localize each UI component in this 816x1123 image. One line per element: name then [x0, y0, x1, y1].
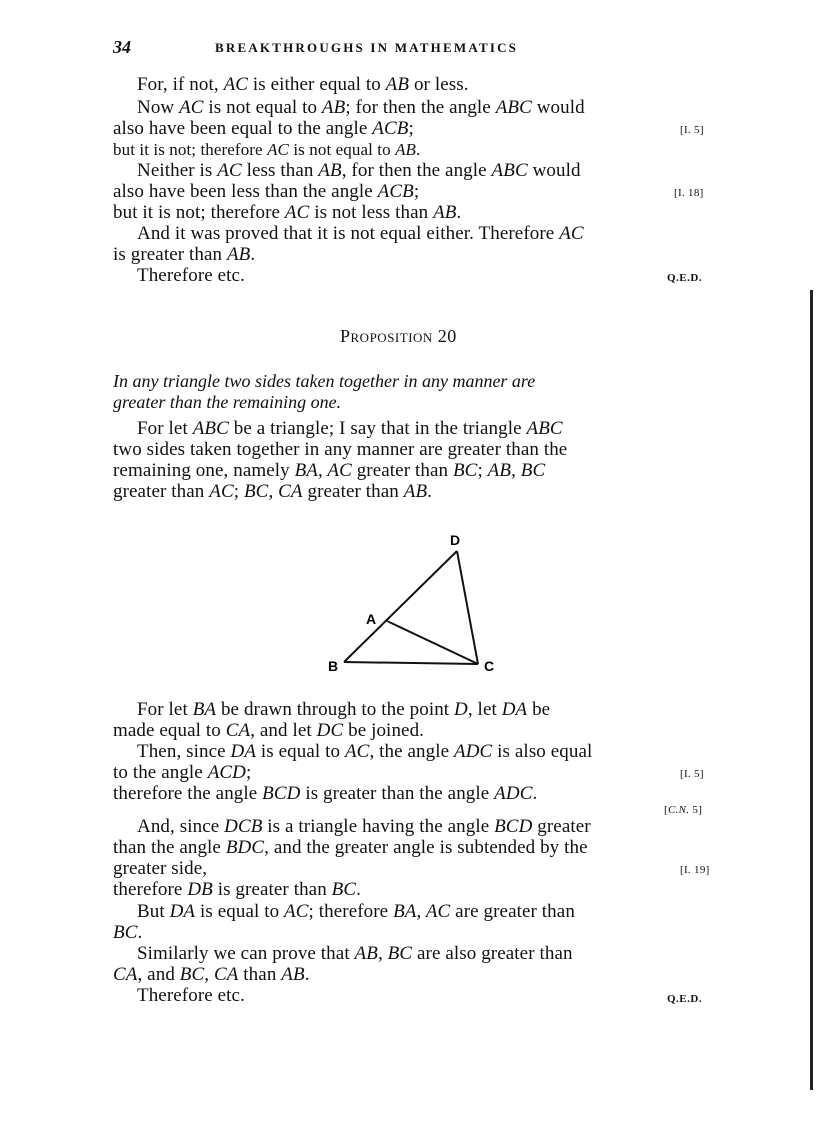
text-line: Now AC is not equal to AB; for then the angle ABC would [137, 97, 585, 118]
text-line: Therefore etc. [137, 265, 245, 286]
page-edge-rule [810, 290, 813, 1090]
segment-ac [387, 621, 478, 664]
text-line: Therefore etc. [137, 985, 245, 1006]
citation: [I. 5] [680, 124, 704, 136]
text-line: Neither is AC less than AB, for then the angle ABC would [137, 160, 581, 181]
enunciation-line: In any triangle two sides taken together in any manner are [113, 371, 536, 391]
citation: [I. 18] [674, 187, 704, 199]
triangle-diagram [300, 525, 520, 685]
label-b: B [328, 658, 339, 674]
text-line: Then, since DA is equal to AC, the angle ADC is also equal [137, 741, 593, 762]
text-line: made equal to CA, and let DC be joined. [113, 720, 425, 741]
text-line: And, since DCB is a triangle having the angle BCD greater [137, 816, 591, 837]
label-d: D [450, 532, 461, 548]
text-line: but it is not; therefore AC is not less than AB. [113, 202, 462, 223]
text-line: also have been equal to the angle ACB; [113, 118, 414, 139]
label-c: C [484, 658, 495, 674]
text-line: remaining one, namely BA, AC greater than BC; AB, BC [113, 460, 546, 481]
qed-mark: Q.E.D. [667, 272, 703, 284]
text-line: therefore the angle BCD is greater than the angle ADC. [113, 783, 538, 804]
running-head: BREAKTHROUGHS IN MATHEMATICS [215, 40, 519, 55]
text-line: But DA is equal to AC; therefore BA, AC are greater than [137, 901, 575, 922]
text-line: For let BA be drawn through to the point D, let DA be [137, 699, 551, 720]
text-line: to the angle ACD; [113, 762, 252, 783]
citation: [I. 5] [680, 768, 704, 780]
enunciation-line: greater than the remaining one. [113, 392, 342, 412]
text-line: greater side, [113, 858, 208, 879]
text-line: For let ABC be a triangle; I say that in the triangle ABC [137, 418, 563, 439]
text-line: also have been less than the angle ACB; [113, 181, 420, 202]
label-a: A [366, 611, 377, 627]
text-line: therefore DB is greater than BC. [113, 879, 362, 900]
text-line: Similarly we can prove that AB, BC are also greater than [137, 943, 573, 964]
text-line: two sides taken together in any manner are greater than the [113, 439, 568, 460]
text-line: And it was proved that it is not equal either. Therefore AC [137, 223, 584, 244]
text-line: greater than AC; BC, CA greater than AB. [113, 481, 433, 502]
text-line: For, if not, AC is either equal to AB or less. [137, 74, 469, 95]
text-line: than the angle BDC, and the greater angle is subtended by the [113, 837, 588, 858]
text-line: BC. [113, 922, 143, 943]
text-line: CA, and BC, CA than AB. [113, 964, 310, 985]
citation: [C.N. 5] [664, 804, 703, 816]
qed-mark: Q.E.D. [667, 993, 703, 1005]
segment-bc [344, 662, 478, 664]
text-line: but it is not; therefore AC is not equal to AB. [113, 140, 421, 159]
page-number: 34 [113, 37, 131, 57]
proposition-title: Proposition 20 [340, 326, 457, 346]
citation: [I. 19] [680, 864, 710, 876]
segment-dc [457, 551, 478, 664]
text-line: is greater than AB. [113, 244, 256, 265]
